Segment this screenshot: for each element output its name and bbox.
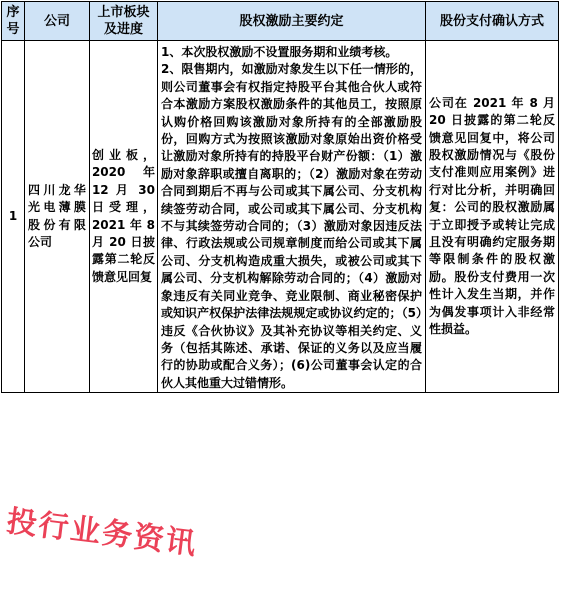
terms-paragraph-1: 1、本次股权激励不设置服务期和业绩考核。 [160,45,398,59]
cell-listing: 创业板，2020 年 12 月 30 日受理，2021 年 8 月 20 日披露第二轮反馈意见回复 [89,41,157,393]
header-no: 序号 [2,2,25,41]
header-listing: 上市板块及进度 [89,2,157,41]
header-terms: 股权激励主要约定 [157,2,425,41]
header-payment: 股份支付确认方式 [426,2,559,41]
equity-incentive-table [1,1,559,393]
header-company: 公司 [25,2,90,41]
cell-no: 1 [2,41,25,393]
table-row [2,41,559,393]
table-header-row [2,2,559,41]
cell-terms [157,41,425,393]
cell-payment: 公司在 2021 年 8 月 20 日披露的第二轮反馈意见回复中，将公司股权激励情况与《股份支付准则应用案例》进行对比分析，并明确回复：公司的股权激励属于立即授予或转让完成且没有明确约定服务期等限制条件的股权激励。股份支付费用一次性计入发生当期，并作为偶发事项计入非经常性损益。 [426,41,559,393]
cell-company: 四川龙华光电薄膜股份有限公司 [25,41,90,393]
terms-paragraph-2: 2、限售期内，如激励对象发生以下任一情形的，则公司董事会有权指定持股平台其他合伙人或符合本激励方案股权激励条件的其他员工，按照原认购价格回购该激励对象所持有的全部激励股份，回购方式为按照该激励对象原始出资价格受让激励对象所持有的持股平台财产份额：（1）激励对象辞职或擅自离职的；（2）激励对象在劳动合同到期后不再与公司或其下属公司、分支机构续签劳动合同，或公司或其下属公司、分支机构不与其续签劳动合同的；（3）激励对象因违反法律、行政法规或公司规章制度而给公司或其下属公司、分支机构造成重大损失，或被公司或其下属公司、分支机构解除劳动合同的；（4）激励对象违反有关同业竞争、竞业限制、商业秘密保护或知识产权保护法律法规规定或协议约定的；（5）违反《合伙协议》及其补充协议等相关约定、义务（包括其陈述、承诺、保证的义务以及应当履行的协助或配合义务）；(6)公司董事会认定的合伙人其他重大过错情形。 [160,62,422,390]
watermark-text: 投行业务资讯 [4,503,200,563]
